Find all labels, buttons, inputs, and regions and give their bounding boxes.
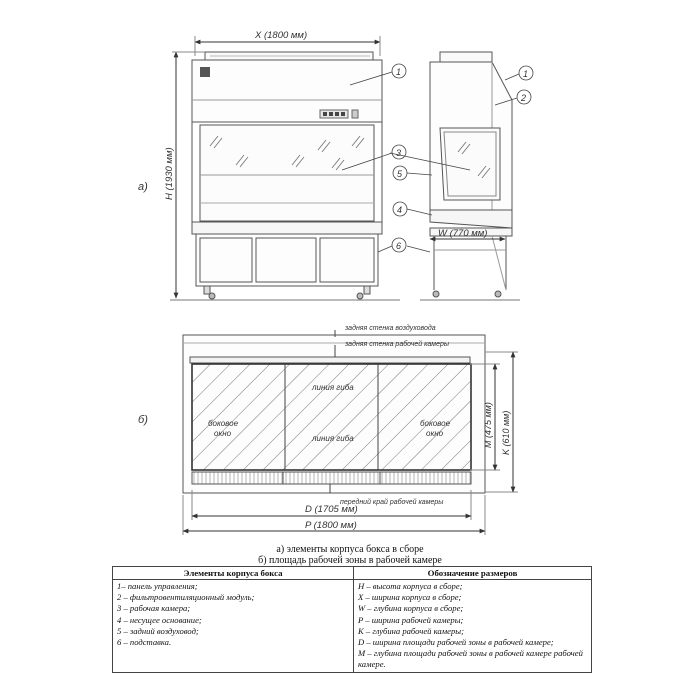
- legend-dimension-item: H – высота корпуса в сборе;: [358, 581, 463, 591]
- legend-element-item: 2 – фильтровентиляционный модуль;: [117, 592, 255, 603]
- legend-header-row: [113, 567, 592, 580]
- legend-header-elements: Элементы корпуса бокса: [113, 567, 354, 580]
- legend-dimension-item: K – глубина рабочей камеры;: [358, 625, 464, 636]
- legend-dimension-item: D – ширина площади рабочей зоны в рабочей камере;: [358, 637, 554, 648]
- legend-dimension-item: M – глубина площади рабочей зоны в рабочей камере рабочей камере.: [358, 648, 583, 670]
- front-view: [170, 36, 403, 300]
- front-edge-label: передний край рабочей камеры: [340, 499, 444, 506]
- side-window-right-1: боковое: [420, 419, 451, 428]
- height-dimension-label: H (1930 мм): [164, 147, 175, 200]
- legend-element-item: 6 – подставка.: [117, 637, 172, 648]
- legend-table: [112, 566, 592, 673]
- side-view: [420, 52, 520, 300]
- legend-dimension-item: P – ширина рабочей камеры;: [358, 614, 464, 625]
- callout-3: 3: [396, 148, 402, 158]
- bend-line-mid-label: линия гиба: [312, 434, 354, 443]
- dim-K-label: K (610 мм): [501, 410, 511, 455]
- legend-body-row: [113, 580, 592, 673]
- side-window-right-2: окно: [426, 429, 444, 438]
- dim-D-label: D (1705 мм): [305, 504, 358, 515]
- side-window-left-1: боковое: [208, 419, 239, 428]
- legend-element-item: 5 – задний воздуховод;: [117, 625, 199, 636]
- callout-2: 2: [521, 93, 527, 103]
- side-window-left-2: окно: [214, 429, 232, 438]
- legend-dimension-item: W – глубина корпуса в сборе;: [358, 603, 464, 614]
- legend-dimensions-cell: [354, 580, 592, 673]
- legend-dimension-item: X – ширина корпуса в сборе;: [358, 592, 462, 603]
- legend-element-item: 3 – рабочая камера;: [117, 603, 191, 614]
- callout-6: 6: [396, 241, 402, 251]
- front-view-label: а): [138, 181, 148, 193]
- callout-1-front: 1: [396, 67, 402, 77]
- caption-line-2: б) площадь рабочей зоны в рабочей камере: [258, 555, 442, 566]
- callout-5: 5: [397, 169, 403, 179]
- width-dimension-label: X (1800 мм): [255, 30, 308, 41]
- legend-element-item: 1– панель управления;: [117, 581, 198, 591]
- caption-line-1: а) элементы корпуса бокса в сборе: [276, 544, 424, 555]
- dim-P-label: P (1800 мм): [305, 520, 357, 531]
- depth-dimension-label: W (770 мм): [438, 228, 488, 239]
- rear-wall-airduct-label: задняя стенка воздуховода: [345, 325, 436, 332]
- legend-element-item: 4 – несущее основание;: [117, 614, 202, 625]
- rear-wall-chamber-label: задняя стенка рабочей камеры: [345, 341, 450, 348]
- callout-4: 4: [397, 205, 403, 215]
- dim-M-label: M (475 мм): [483, 402, 493, 448]
- legend-header-dimensions: Обозначение размеров: [354, 567, 592, 580]
- callout-1-side: 1: [523, 69, 529, 79]
- legend-elements-cell: [113, 580, 354, 673]
- bend-line-top-label: линия гиба: [312, 383, 354, 392]
- plan-view-label: б): [138, 414, 148, 426]
